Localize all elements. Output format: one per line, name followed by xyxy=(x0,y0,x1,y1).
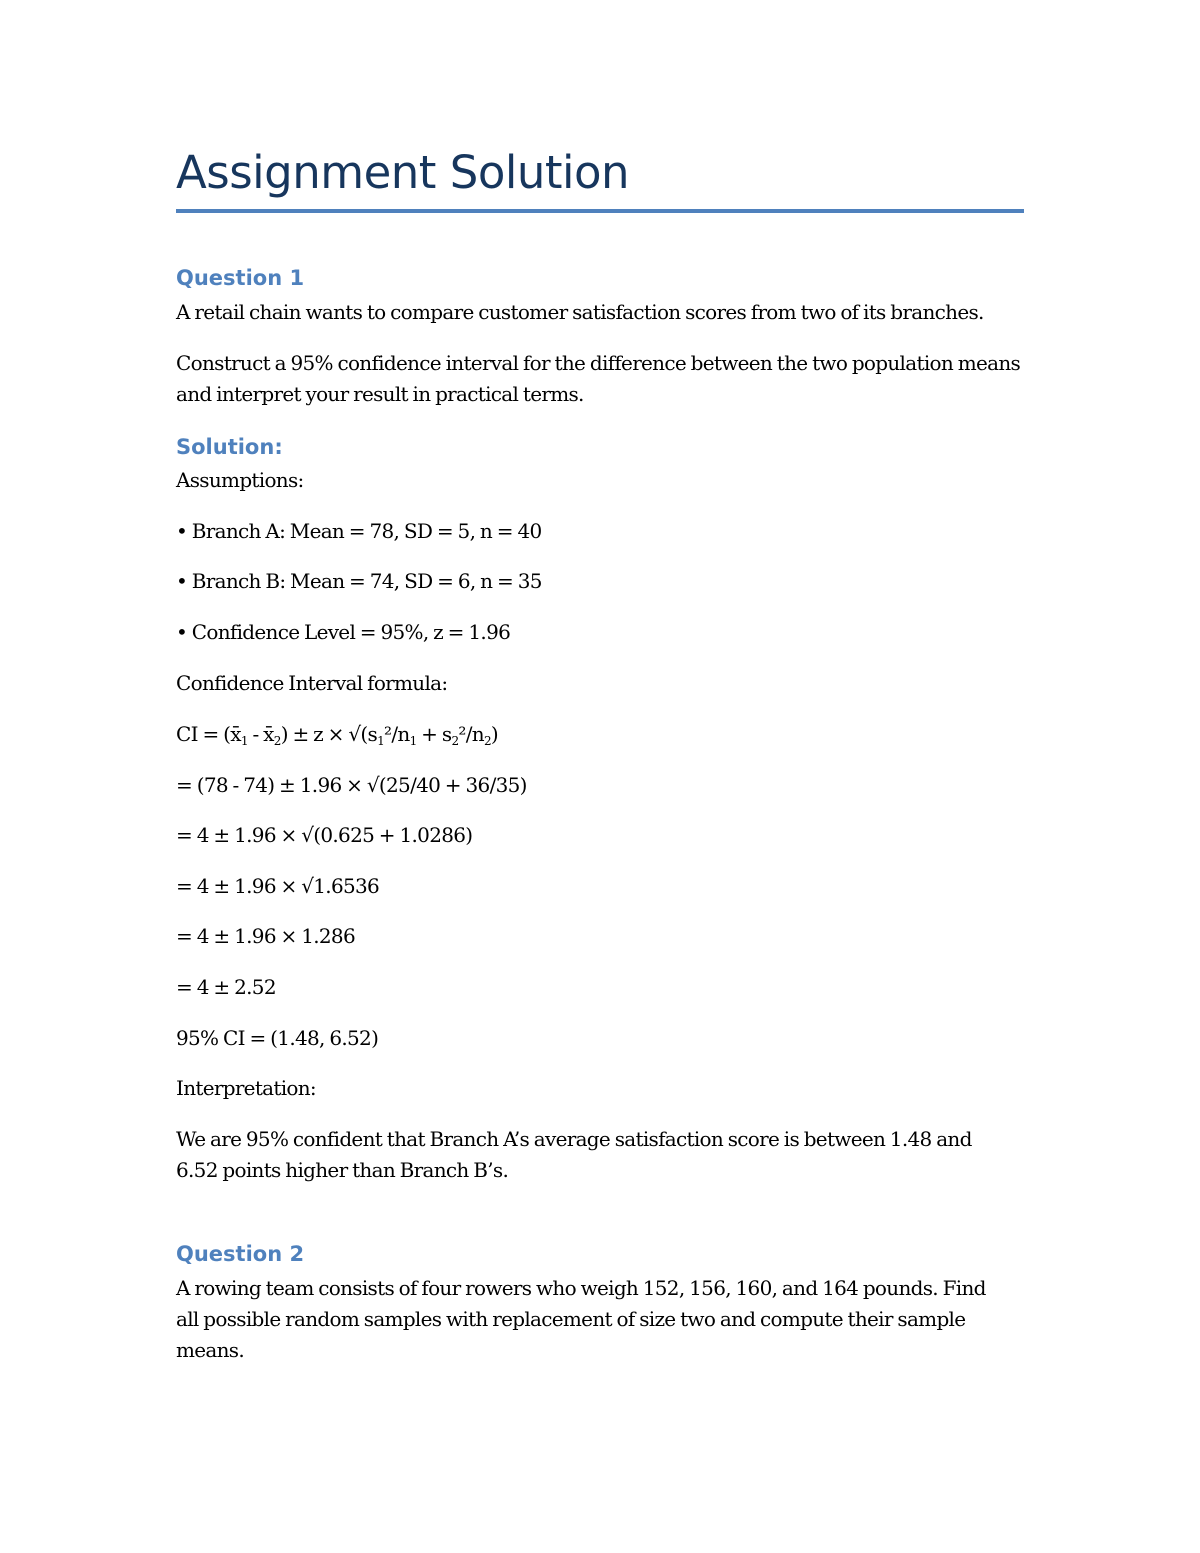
formula-label: Confidence Interval formula: xyxy=(176,671,448,695)
calc-step-4: = 4 ± 1.96 × 1.286 xyxy=(176,924,355,948)
formula-subscript: 2 xyxy=(273,734,281,748)
interpretation-line: We are 95% confident that Branch A’s average satisfaction score is between 1.48 and xyxy=(176,1127,972,1151)
ci-result: 95% CI = (1.48, 6.52) xyxy=(176,1026,379,1050)
formula-text: ) ± z × √(s xyxy=(280,722,378,746)
solution-heading: Solution: xyxy=(176,435,283,459)
question-2-heading: Question 2 xyxy=(176,1242,305,1266)
interpretation-label: Interpretation: xyxy=(176,1076,316,1100)
formula-subscript: 2 xyxy=(451,734,459,748)
formula-text: ²/n xyxy=(458,722,484,746)
formula-subscript: 2 xyxy=(483,734,491,748)
question-2-text xyxy=(176,1273,1036,1366)
title-underline xyxy=(176,209,1024,213)
interpretation-line: 6.52 points higher than Branch B’s. xyxy=(176,1158,509,1182)
question-1-text: A retail chain wants to compare customer satisfaction scores from two of its branches. xyxy=(176,300,984,324)
formula-text: CI = (x̄ xyxy=(176,722,241,746)
document-title: Assignment Solution xyxy=(176,146,630,199)
assumption-confidence-level: • Confidence Level = 95%, z = 1.96 xyxy=(176,620,511,644)
formula-subscript: 1 xyxy=(377,734,385,748)
formula-text: + s xyxy=(416,722,452,746)
calc-step-1: = (78 - 74) ± 1.96 × √(25/40 + 36/35) xyxy=(176,773,527,797)
calc-step-3: = 4 ± 1.96 × √1.6536 xyxy=(176,874,380,898)
calc-step-2: = 4 ± 1.96 × √(0.625 + 1.0286) xyxy=(176,823,473,847)
interpretation-text xyxy=(176,1124,1036,1186)
question-1-instruction xyxy=(176,348,1036,410)
assumptions-label: Assumptions: xyxy=(176,468,304,492)
formula-text: ²/n xyxy=(384,722,410,746)
assumption-branch-b: • Branch B: Mean = 74, SD = 6, n = 35 xyxy=(176,569,542,593)
question-2-line: means. xyxy=(176,1338,245,1362)
question-1-instruction-line: Construct a 95% confidence interval for the difference between the two population means xyxy=(176,351,1021,375)
question-1-instruction-line: and interpret your result in practical terms. xyxy=(176,382,584,406)
formula-subscript: 1 xyxy=(240,734,248,748)
question-2-line: all possible random samples with replacement of size two and compute their sample xyxy=(176,1307,966,1331)
ci-formula xyxy=(176,719,1036,750)
formula-text: - x̄ xyxy=(247,722,274,746)
calc-step-5: = 4 ± 2.52 xyxy=(176,975,276,999)
question-2-line: A rowing team consists of four rowers who weigh 152, 156, 160, and 164 pounds. Find xyxy=(176,1276,986,1300)
question-1-heading: Question 1 xyxy=(176,266,305,290)
formula-subscript: 1 xyxy=(409,734,417,748)
formula-text: ) xyxy=(490,722,498,746)
assumption-branch-a: • Branch A: Mean = 78, SD = 5, n = 40 xyxy=(176,519,542,543)
